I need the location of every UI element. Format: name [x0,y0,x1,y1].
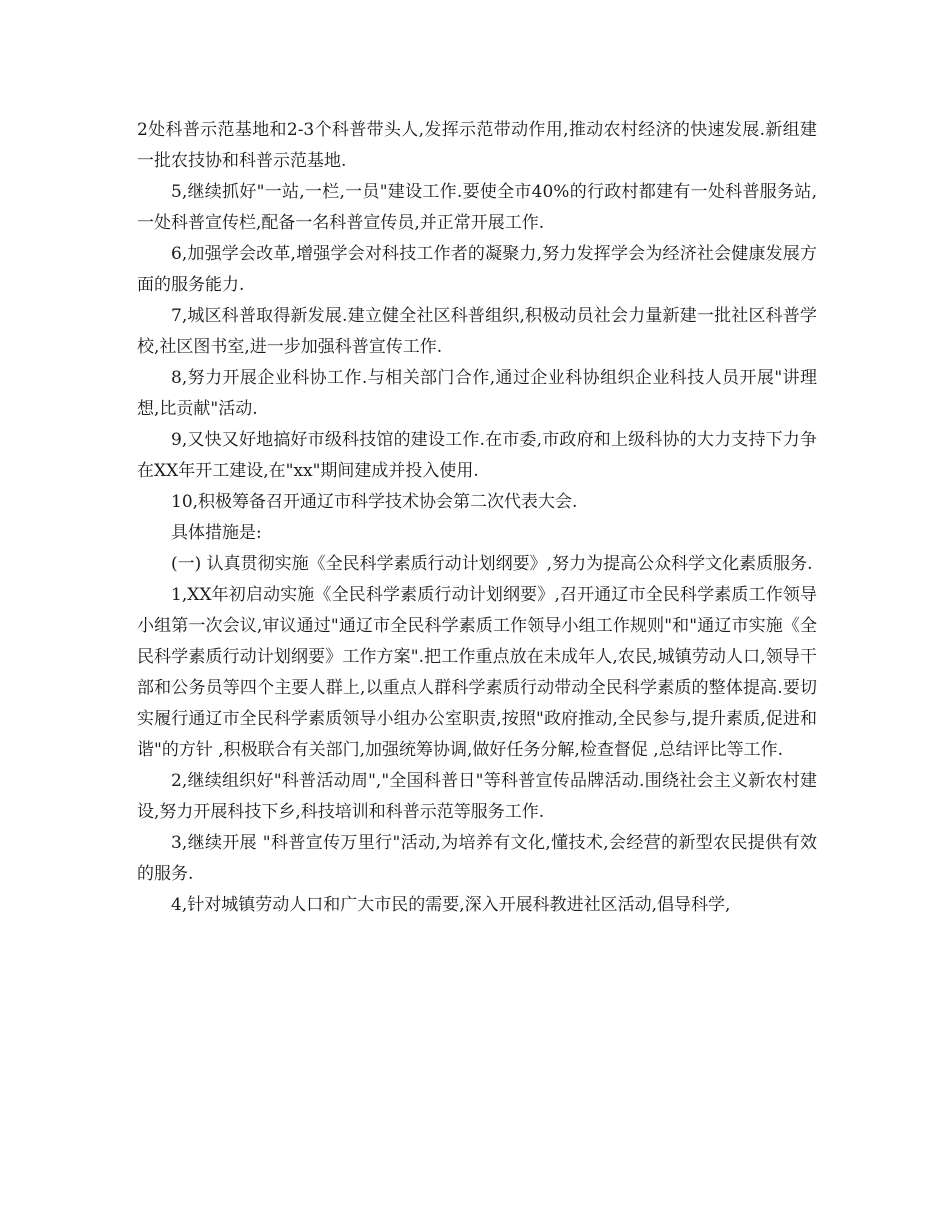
paragraph-item-10: 10,积极筹备召开通辽市科学技术协会第二次代表大会. [171,492,578,512]
paragraph-item-9: 9,又快又好地搞好市级科技馆的建设工作.在市委,市政府和上级科协的大力支持下力争在XX年开工建设,在"xx"期间建成并投入使用. [137,430,817,481]
paragraph-item-6: 6,加强学会改革,增强学会对科技工作者的凝聚力,努力发挥学会为经济社会健康发展方面的服务能力. [137,244,817,295]
paragraph-continuation: 2处科普示范基地和2-3个科普带头人,发挥示范带动作用,推动农村经济的快速发展.新组建一批农技协和科普示范基地. [137,120,817,171]
paragraph-item-7: 7,城区科普取得新发展.建立健全社区科普组织,积极动员社会力量新建一批社区科普学校,社区图书室,进一步加强科普宣传工作. [137,306,817,357]
measure-item-3: 3,继续开展 "科普宣传万里行"活动,为培养有文化,懂技术,会经营的新型农民提供有效的服务. [137,833,817,884]
measure-item-1: 1,XX年初启动实施《全民科学素质行动计划纲要》,召开通辽市全民科学素质工作领导小组第一次会议,审议通过"通辽市全民科学素质工作领导小组工作规则"和"通辽市实施《全民科学素质行动计划纲要》工作方案".把工作重点放在未成年人,农民,城镇劳动人口,领导干部和公务员等四个主要人群上,以重点人群科学素质行动带动全民科学素质的整体提高.要切实履行通辽市全民科学素质领导小组办公室职责,按照"政府推动,全民参与,提升素质,促进和谐"的方针 ,积极联合有关部门,加强统筹协调,做好任务分解,检查督促 ,总结评比等工作. [137,585,817,760]
document-body [137,115,817,921]
measure-item-2: 2,继续组织好"科普活动周","全国科普日"等科普宣传品牌活动.围绕社会主义新农村建设,努力开展科技下乡,科技培训和科普示范等服务工作. [137,771,817,822]
measure-item-4: 4,针对城镇劳动人口和广大市民的需要,深入开展科教进社区活动,倡导科学, [171,895,731,915]
paragraph-item-5: 5,继续抓好"一站,一栏,一员"建设工作.要使全市40%的行政村都建有一处科普服务站,一处科普宣传栏,配备一名科普宣传员,并正常开展工作. [137,182,817,233]
measures-heading: 具体措施是: [171,523,262,543]
paragraph-item-8: 8,努力开展企业科协工作.与相关部门合作,通过企业科协组织企业科技人员开展"讲理想,比贡献"活动. [137,368,817,419]
section-heading-1: (一) 认真贯彻实施《全民科学素质行动计划纲要》,努力为提高公众科学文化素质服务. [171,554,813,574]
